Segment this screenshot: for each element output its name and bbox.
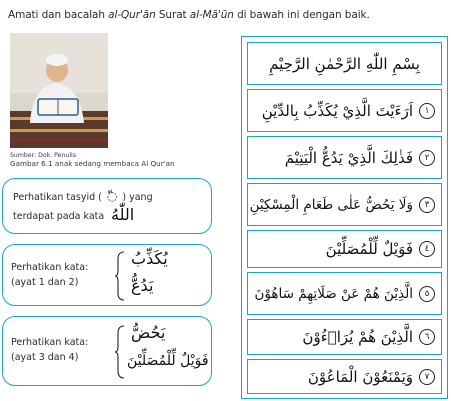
ayah-number-3: ٣: [419, 197, 435, 213]
ayah-row-1: [247, 89, 442, 132]
note-ayat-3-4: [2, 316, 212, 386]
ayah-text-3: وَلَا يَحُضُّ عَلٰى طَعَامِ الْمِسْكِيْنِ: [249, 196, 413, 213]
ayah-text-6: الَّذِيْنَ هُمْ يُرَاۤءُوْنَ: [302, 328, 413, 346]
ayah-number-5: ٥: [419, 286, 435, 302]
note-tasyid-line2: terdapat pada kata: [13, 211, 105, 222]
note-ayat-3-4-label2: (ayat 3 dan 4): [11, 352, 79, 363]
ayah-row-4: [247, 230, 442, 268]
brace-icon: [115, 251, 125, 301]
ayah-number-4: ٤: [419, 241, 435, 257]
note-ayat-1-2: [2, 244, 212, 306]
ayah-row-3: [247, 183, 442, 226]
note-ayat-1-2-label2: (ayat 1 dan 2): [11, 277, 79, 288]
ayah-text-4: فَوَيْلٌ لِّلْمُصَلِّيْنَ: [325, 240, 413, 258]
note-tasyid-line1: Perhatikan tasyid ( ◌ ) yang: [13, 189, 153, 203]
quran-italic: al-Qur'ān: [108, 9, 156, 21]
brace-icon: [115, 325, 125, 379]
note-ayat-1-2-word1: يُكَذِّبُ: [131, 249, 168, 268]
surah-italic: al-Mā'ūn: [189, 9, 234, 21]
note-ayat-3-4-label1: Perhatikan kata:: [11, 337, 89, 348]
note-ayat-1-2-word2: يَدُعُّ: [131, 276, 154, 295]
ayah-row-2: [247, 136, 442, 179]
ayah-text-2: فَذٰلِكَ الَّذِيْ يَدُعُّ الْيَتِيْمَ: [284, 148, 413, 167]
note-ayat-3-4-word2: فَوَيْلٌ لِّلْمُصَلِّيْنَ: [127, 353, 209, 369]
ayah-number-1: ١: [419, 103, 435, 119]
ayah-text-1: اَرَءَيْتَ الَّذِيْ يُكَذِّبُ بِالدِّيْنِ: [261, 101, 413, 120]
instruction-text: Amati dan bacalah al-Qur'ān Surat al-Mā'ūn di bawah ini dengan baik.: [8, 9, 370, 21]
basmalah-row: [247, 42, 442, 85]
figure-caption-text: Gambar 6.1 anak sedang membaca Al Qur'an: [10, 159, 175, 168]
figure-caption: [10, 152, 175, 168]
ayah-text-7: وَيَمْنَعُوْنَ الْمَاعُوْنَ: [307, 367, 413, 386]
ayah-row-5: [247, 272, 442, 315]
surah-al-maun-table: [241, 36, 448, 399]
basmalah-text: بِسْمِ اللّٰهِ الرَّحْمٰنِ الرَّحِيْمِ: [269, 54, 420, 73]
ayah-row-6: [247, 319, 442, 355]
ayah-row-7: [247, 359, 442, 394]
note-ayat-1-2-label1: Perhatikan kata:: [11, 262, 89, 273]
child-reading-photo: [10, 33, 108, 148]
ayah-text-5: الَّذِيْنَ هُمْ عَنْ صَلَاتِهِمْ سَاهُوْنَ: [254, 285, 413, 302]
ayah-number-6: ٦: [419, 329, 435, 345]
ayah-number-2: ٢: [419, 150, 435, 166]
note-ayat-3-4-word1: يَحُضُّ: [131, 323, 166, 342]
ayah-number-7: ٧: [419, 369, 435, 385]
figure-source: Sumber: Dok. Penulis: [10, 152, 76, 159]
note-tasyid: [2, 178, 212, 234]
note-tasyid-word: اللّٰهُ: [111, 205, 135, 224]
